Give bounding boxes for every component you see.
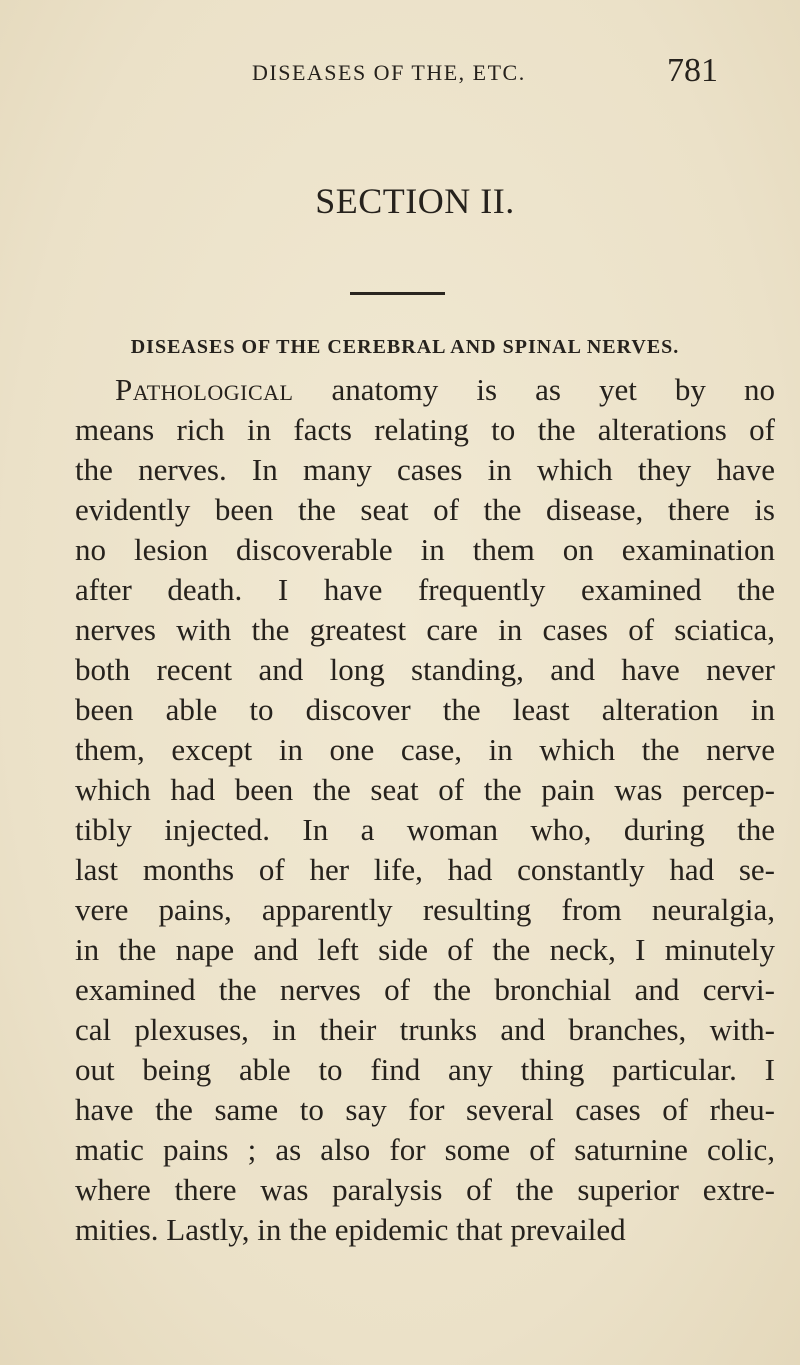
body-line: means rich in facts relating to the alterations of	[75, 412, 775, 447]
body-line	[75, 370, 775, 410]
body-line: examined the nerves of the bronchial and cervi-	[75, 972, 775, 1007]
body-line: tibly injected. In a woman who, during the	[75, 812, 775, 847]
page-number: 781	[667, 52, 718, 89]
section-rule	[350, 292, 445, 295]
body-line: no lesion discoverable in them on examination	[75, 532, 775, 567]
body-line: last months of her life, had constantly had se-	[75, 852, 775, 887]
body-line: vere pains, apparently resulting from neuralgia,	[75, 892, 775, 927]
body-line: in the nape and left side of the neck, I minutely	[75, 932, 775, 967]
body-line: the nerves. In many cases in which they have	[75, 452, 775, 487]
body-line: where there was paralysis of the superior extre-	[75, 1172, 775, 1207]
section-title: SECTION II.	[315, 181, 515, 221]
first-word: Pathological	[115, 372, 294, 407]
body-line: evidently been the seat of the disease, there is	[75, 492, 775, 527]
body-text	[75, 370, 775, 1250]
body-line: been able to discover the least alteration in	[75, 692, 775, 727]
body-line: after death. I have frequently examined the	[75, 572, 775, 607]
body-line: which had been the seat of the pain was percep-	[75, 772, 775, 807]
running-title: DISEASES OF THE, ETC.	[252, 60, 526, 85]
body-line: have the same to say for several cases of rheu-	[75, 1092, 775, 1127]
running-head	[0, 52, 800, 92]
body-line: matic pains ; as also for some of saturnine colic,	[75, 1132, 775, 1167]
body-line: nerves with the greatest care in cases of sciatica,	[75, 612, 775, 647]
body-line: them, except in one case, in which the nerve	[75, 732, 775, 767]
body-line: both recent and long standing, and have never	[75, 652, 775, 687]
section-subheading: DISEASES OF THE CEREBRAL AND SPINAL NERVES.	[130, 336, 680, 358]
body-line-text: anatomy is as yet by no	[293, 372, 775, 407]
body-line: mities. Lastly, in the epidemic that prevailed	[75, 1212, 626, 1247]
body-line: out being able to find any thing particular. I	[75, 1052, 775, 1087]
body-line: cal plexuses, in their trunks and branches, with-	[75, 1012, 775, 1047]
